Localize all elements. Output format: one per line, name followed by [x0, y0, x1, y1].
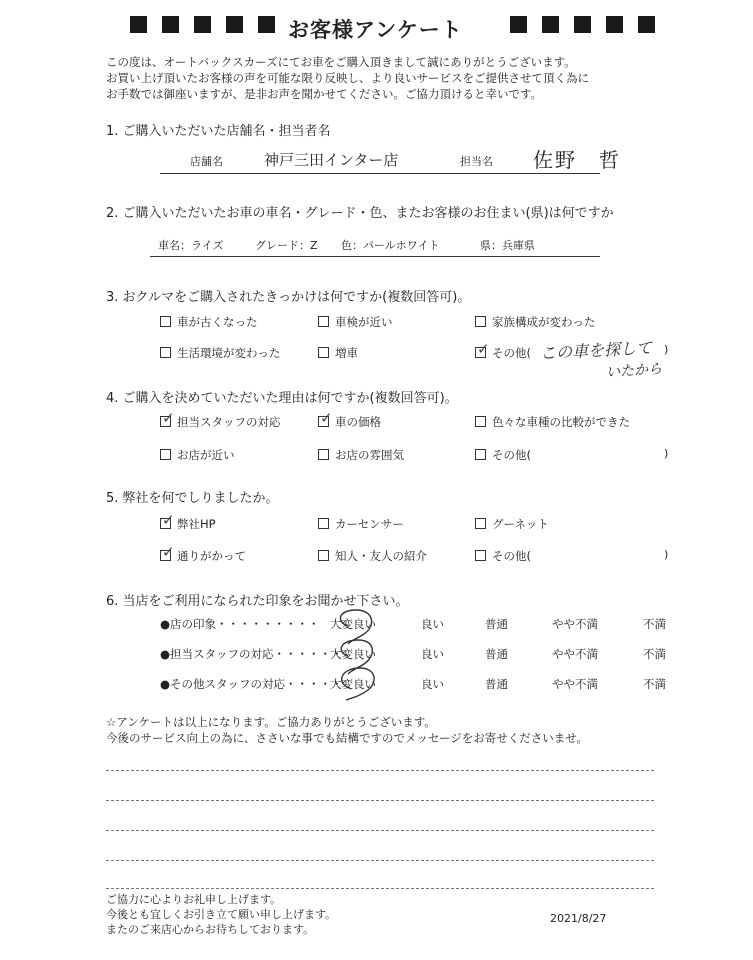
- title-square-decoration: [162, 16, 179, 33]
- store-label: 店舗名: [190, 155, 223, 168]
- closing-line: 今後のサービス向上の為に、ささいな事でも結構ですのでメッセージをお寄せくださいませ。: [106, 731, 588, 745]
- rating-option[interactable]: 普通: [485, 647, 508, 661]
- q3-option[interactable]: 生活環境が変わった: [160, 345, 280, 361]
- rating-option[interactable]: 不満: [643, 617, 666, 631]
- checkbox[interactable]: [475, 449, 486, 460]
- title-square-decoration: [542, 16, 559, 33]
- car-name[interactable]: 車名：ライズ: [158, 239, 224, 252]
- checkbox[interactable]: [475, 316, 486, 327]
- rating-option-selected[interactable]: 大変良い: [330, 647, 376, 661]
- q4-option[interactable]: 色々な車種の比較ができた: [475, 414, 630, 430]
- q5-option[interactable]: グーネット: [475, 516, 549, 532]
- q3-option[interactable]: 車が古くなった: [160, 314, 258, 330]
- q4-option[interactable]: ✓ 担当スタッフの対応: [162, 409, 281, 429]
- checkbox-checked[interactable]: [475, 340, 490, 358]
- message-line[interactable]: [106, 860, 654, 861]
- rating-option[interactable]: やや不満: [552, 617, 598, 631]
- q4-option[interactable]: ✓ 車の価格: [320, 409, 381, 429]
- check-mark-icon: ✓: [162, 409, 175, 427]
- checkbox[interactable]: [160, 316, 171, 327]
- impression-row-label: ●担当スタッフの対応・・・・・・: [160, 647, 343, 661]
- footer-line: ご協力に心よりお礼申し上げます。: [106, 893, 282, 906]
- q1-underline: [160, 173, 600, 174]
- rating-option[interactable]: 普通: [485, 617, 508, 631]
- checkbox[interactable]: [318, 518, 329, 529]
- q5-option[interactable]: カーセンサー: [318, 516, 404, 532]
- message-line[interactable]: [106, 888, 654, 889]
- staff-value[interactable]: 佐野 哲: [533, 148, 621, 172]
- checkbox[interactable]: [318, 316, 329, 327]
- rating-option-selected[interactable]: 大変良い: [330, 617, 376, 631]
- footer-text: [106, 892, 336, 937]
- intro-line: お買い上げ頂いたお客様の声を可能な限り反映し、より良いサービスをご提供させて頂く為に: [106, 71, 589, 85]
- rating-option[interactable]: 良い: [421, 677, 444, 691]
- question-2-label: 2. ご購入いただいたお車の車名・グレード・色、またお客様のお住まい(県)は何ですか: [106, 206, 614, 221]
- rating-option[interactable]: やや不満: [552, 677, 598, 691]
- title-square-decoration: [194, 16, 211, 33]
- rating-option[interactable]: 不満: [643, 677, 666, 691]
- rating-option-selected[interactable]: 大変良い: [330, 677, 376, 691]
- close-paren: ): [664, 447, 669, 460]
- message-line[interactable]: [106, 830, 654, 831]
- car-grade[interactable]: グレード：Z: [255, 239, 318, 252]
- title-row: [0, 10, 753, 44]
- checkbox-checked[interactable]: [318, 409, 333, 427]
- q4-option[interactable]: お店の雰囲気: [318, 447, 404, 463]
- q3-option[interactable]: 増車: [318, 345, 358, 361]
- question-3-label: 3. おクルマをご購入されたきっかけは何ですか(複数回答可)。: [106, 290, 471, 305]
- message-line[interactable]: [106, 770, 654, 771]
- close-paren: ): [664, 343, 669, 356]
- check-mark-icon: ✓: [477, 340, 490, 358]
- checkbox[interactable]: [160, 347, 171, 358]
- title-square-decoration: [130, 16, 147, 33]
- handwritten-other-text: この車を探して: [539, 338, 653, 363]
- rating-option[interactable]: 良い: [421, 617, 444, 631]
- prefecture[interactable]: 県：兵庫県: [480, 239, 535, 252]
- rating-option[interactable]: 不満: [643, 647, 666, 661]
- checkbox[interactable]: [318, 347, 329, 358]
- message-line[interactable]: [106, 800, 654, 801]
- survey-date: 2021/8/27: [550, 912, 607, 925]
- impression-row-label: ●店の印象・・・・・・・・・: [160, 617, 320, 631]
- handwritten-other-text: いたから: [605, 361, 663, 381]
- intro-text: [106, 54, 589, 102]
- intro-line: お手数では御座いますが、是非お声を聞かせてください。ご協力頂けると幸いです。: [106, 87, 543, 101]
- checkbox[interactable]: [475, 518, 486, 529]
- title-square-decoration: [510, 16, 527, 33]
- checkbox[interactable]: [318, 449, 329, 460]
- staff-label: 担当名: [460, 155, 493, 168]
- q4-option[interactable]: お店が近い: [160, 447, 235, 463]
- question-6-label: 6. 当店をご利用になられた印象をお聞かせ下さい。: [106, 594, 409, 609]
- store-value[interactable]: 神戸三田インター店: [264, 151, 399, 169]
- question-4-label: 4. ご購入を決めていただいた理由は何ですか(複数回答可)。: [106, 391, 458, 406]
- checkbox-checked[interactable]: [160, 409, 175, 427]
- impression-row-label: ●その他スタッフの対応・・・・・: [160, 677, 343, 691]
- q5-option[interactable]: その他(: [475, 548, 531, 564]
- q3-option[interactable]: 車検が近い: [318, 314, 393, 330]
- check-mark-icon: ✓: [162, 511, 175, 529]
- title-square-decoration: [258, 16, 275, 33]
- close-paren: ): [664, 548, 669, 561]
- footer-line: またのご来店心からお待ちしております。: [106, 923, 315, 936]
- check-mark-icon: ✓: [320, 409, 333, 427]
- page-title: お客様アンケート: [288, 18, 463, 42]
- checkbox[interactable]: [475, 550, 486, 561]
- q2-underline: [150, 256, 600, 257]
- checkbox[interactable]: [160, 449, 171, 460]
- title-square-decoration: [226, 16, 243, 33]
- rating-option[interactable]: やや不満: [552, 647, 598, 661]
- q4-option[interactable]: その他(: [475, 447, 531, 463]
- intro-line: この度は、オートバックスカーズにてお車をご購入頂きまして誠にありがとうございます。: [106, 55, 576, 69]
- car-color[interactable]: 色：パールホワイト: [341, 239, 440, 252]
- q5-option[interactable]: ✓ 弊社HP: [162, 511, 216, 531]
- checkbox[interactable]: [475, 416, 486, 427]
- closing-line: ☆アンケートは以上になります。ご協力ありがとうございます。: [106, 715, 436, 729]
- q5-option[interactable]: 知人・友人の紹介: [318, 548, 427, 564]
- title-square-decoration: [638, 16, 655, 33]
- rating-option[interactable]: 良い: [421, 647, 444, 661]
- q5-option[interactable]: ✓ 通りがかって: [162, 543, 246, 563]
- question-5-label: 5. 弊社を何でしりましたか。: [106, 491, 279, 506]
- handwritten-circle-marks: [318, 604, 398, 704]
- checkbox[interactable]: [318, 550, 329, 561]
- checkbox-checked[interactable]: [160, 511, 175, 529]
- check-mark-icon: ✓: [162, 543, 175, 561]
- q3-option[interactable]: ✓ その他(: [477, 340, 531, 360]
- q3-option[interactable]: 家族構成が変わった: [475, 314, 595, 330]
- title-square-decoration: [606, 16, 623, 33]
- rating-option[interactable]: 普通: [485, 677, 508, 691]
- question-1-label: 1. ご購入いただいた店舗名・担当者名: [106, 124, 331, 139]
- footer-line: 今後とも宜しくお引き立て願い申し上げます。: [106, 908, 337, 921]
- title-square-decoration: [574, 16, 591, 33]
- checkbox-checked[interactable]: [160, 543, 175, 561]
